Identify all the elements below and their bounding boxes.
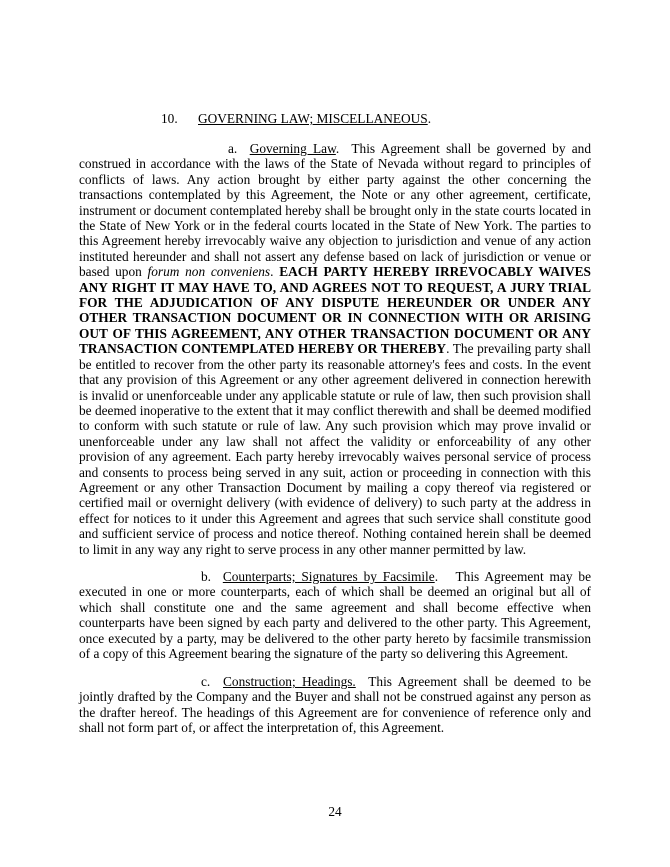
italic-term: forum non conveniens [147, 264, 271, 280]
paragraph-construction [79, 674, 591, 736]
paragraph-text: This Agreement shall be governed by and construed in accordance with the laws of the State of Nevada without regard to principles of conflicts of laws. Any action brought by either party against the other concerning the transactions contemplated by this Agreement, the Note or any other agreement, certificate, instrument or document contemplated hereby shall be brought only in the state courts located in the State of New York or in the federal courts located in the State of New York. The parties to this Agreement hereby irrevocably waive any objection to jurisdiction and venue of any action instituted hereunder and shall not assert any defense based on lack of jurisdiction or venue or based upon [79, 141, 592, 280]
page-number: 24 [328, 804, 342, 819]
paragraph-text: This Agreement may be executed in one or more counterparts, each of which shall be deemed an original but all of which shall constitute one and the same agreement and shall become effective when counterparts have been signed by each party and delivered to the other party. This Agreement, once executed by a party, may be delivered to the other party hereto by facsimile transmission of a copy of this Agreement bearing the signature of the party so delivering this Agreement. [79, 569, 592, 662]
paragraph-heading-period: . [335, 141, 340, 156]
italic-term-period: . [270, 264, 274, 280]
paragraph-heading-period: . [434, 569, 439, 584]
paragraph-text: This Agreement shall be deemed to be jointly drafted by the Company and the Buyer and shall not be construed against any person as the drafter hereof. The headings of this Agreement are for convenience of reference only and shall not form part of, or affect the interpretation of, this Agreement. [79, 674, 592, 736]
paragraph-heading: Governing Law [249, 141, 336, 156]
section-heading [161, 111, 431, 126]
paragraph-letter: a. [228, 141, 238, 156]
jury-waiver-text: EACH PARTY HEREBY IRREVOCABLY WAIVES ANY RIGHT IT MAY HAVE TO, AND AGREES NOT TO REQUEST, A JURY TRIAL FOR THE ADJUDICATION OF ANY DISPUTE HEREUNDER OR UNDER ANY OTHER TRANSACTION DOCUMENT OR IN CONNECTION WITH OR ARISING OUT OF THIS AGREEMENT, ANY OTHER TRANSACTION DOCUMENT OR ANY TRANSACTION CONTEMPLATED HEREBY OR THEREBY [79, 264, 591, 357]
paragraph-letter: b. [201, 569, 212, 584]
paragraph-letter: c. [201, 674, 211, 689]
section-title-period: . [427, 111, 432, 126]
section-title: GOVERNING LAW; MISCELLANEOUS [198, 111, 428, 126]
section-number: 10. [161, 111, 178, 126]
paragraph-heading: Construction; Headings. [223, 674, 356, 689]
paragraph-text-continued: . The prevailing party shall be entitled to recover from the other party its reasonable attorney's fees and costs. In the event that any provision of this Agreement or any other agreement delivered in connection herewith is invalid or unenforceable under any applicable statute or rule of law, then such provision shall be deemed inoperative to the extent that it may conflict therewith and shall be deemed modified to conform with such statute or rule of law. Any such provision which may prove invalid or unenforceable under any law shall not affect the validity or enforceability of any other provision of any agreement. Each party hereby irrevocably waives personal service of process and consents to process being served in any suit, action or proceeding in connection with this Agreement or any other Transaction Document by mailing a copy thereof via registered or certified mail or overnight delivery (with evidence of delivery) to such party at the address in effect for notices to it under this Agreement and agrees that such service shall constitute good and sufficient service of process and notice thereof. Nothing contained herein shall be deemed to limit in any way any right to serve process in any other manner permitted by law. [79, 341, 591, 557]
paragraph-counterparts [79, 569, 591, 661]
paragraph-heading: Counterparts; Signatures by Facsimile [222, 569, 435, 584]
paragraph-governing-law [79, 141, 591, 557]
